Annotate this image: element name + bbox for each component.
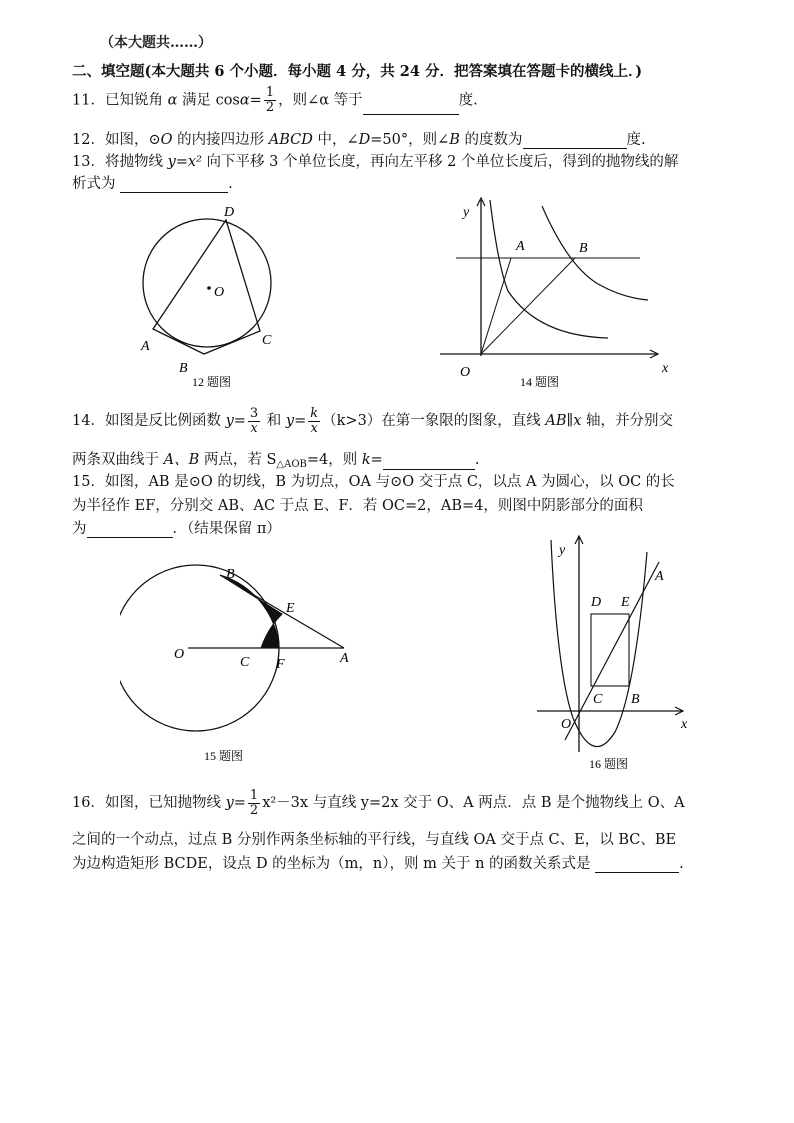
label-o: O [174,647,185,662]
question-15-line3: 为 ．（结果保留 π） [72,521,281,537]
figure-15-caption: 15 题图 [204,749,244,763]
circle-o [143,219,271,347]
curve-y-k-over-x [542,206,648,300]
answer-blank-15 [87,523,173,538]
label-d: D [591,595,602,610]
answer-blank-13 [120,178,228,193]
label-d: D [224,205,235,220]
question-16-line3: 为边构造矩形 BCDE，设点 D 的坐标为（m，n），则 m 关于 n 的函数关系式是 . [72,856,684,872]
label-x: x [662,361,669,376]
question-11: 11．已知锐角 α 满足 cosα= $\frac{1}{2}$ ，则∠α 等于 度. [72,85,478,115]
label-e: E [621,595,630,610]
label-o: O [561,717,572,732]
label-x: x [681,717,688,732]
label-b: B [226,567,235,582]
label-c: C [240,655,250,670]
question-16-line2: 之间的一个动点，过点 B 分别作两条坐标轴的平行线，与直线 OA 交于点 C、E，以 BC、BE [72,832,677,848]
label-y: y [463,205,470,220]
figure-15 [120,556,380,776]
figure-16-caption: 16 题图 [589,757,629,771]
question-16: 16．如图，已知抛物线 y= $\frac{1}{2}$ x²－3x 与直线 y=2x 交于 O、A 两点．点 B 是个抛物线上 O、A [72,787,685,818]
label-b: B [579,241,588,256]
label-a: A [655,569,664,584]
question-15-line2: 为半径作 EF，分别交 AB、AC 于点 E、F．若 OC=2，AB=4，则图中阴影部分的面积 [72,498,643,514]
question-13-line2: 析式为 . [72,176,233,192]
section-title: 二、填空题(本大题共 6 个小题．每小题 4 分，共 24 分．把答案填在答题卡的横线上．) [72,63,643,80]
question-15: 15．如图，AB 是⊙O 的切线，B 为切点，OA 与⊙O 交于点 C，以点 A 为圆心，以 OC 的长 [72,474,675,490]
label-b: B [179,361,188,376]
label-a: A [516,239,525,254]
figure-16 [535,532,700,777]
label-c: C [593,692,603,707]
label-b: B [631,692,640,707]
rectangle-bcde [591,614,629,686]
cut-off-header: （本大题共……） [100,35,212,51]
fraction-one-half: $\frac{1}{2}$ [265,85,275,115]
question-13: 13．将抛物线 y=x² 向下平移 3 个单位长度，再向左平移 2 个单位长度后，得到的抛物线的解 [72,154,679,170]
figure-14 [438,196,678,396]
answer-blank-14 [383,455,475,470]
label-c: C [262,333,272,348]
label-o: O [214,285,225,300]
label-f: F [276,657,285,672]
answer-blank-12 [523,134,627,149]
label-o: O [460,365,471,380]
parabola [551,540,647,747]
center-point-o [207,286,211,290]
question-14-line2: 两条双曲线于 A、B 两点，若 $S_{\triangle AOB}=4$，则 k= . [72,452,480,470]
figure-12 [128,196,288,392]
label-a: A [340,651,349,666]
label-y: y [559,543,566,558]
segment-oa [481,258,511,354]
answer-blank-16 [595,858,679,873]
label-e: E [286,601,295,616]
question-12: 12．如图，⊙O 的内接四边形 ABCD 中，∠D=50°，则∠B 的度数为 度. [72,132,646,148]
answer-blank-11 [363,100,459,115]
label-a: A [141,339,150,354]
figure-12-caption: 12 题图 [192,375,232,389]
question-14: 14．如图是反比例函数 y= $\frac{3}{x}$ 和 y= $\frac{k}{x}$ （k>3）在第一象限的图象，直线 AB∥x 轴，并分别交 [72,405,674,436]
segment-ob [481,258,575,354]
figure-14-caption: 14 题图 [520,375,560,389]
